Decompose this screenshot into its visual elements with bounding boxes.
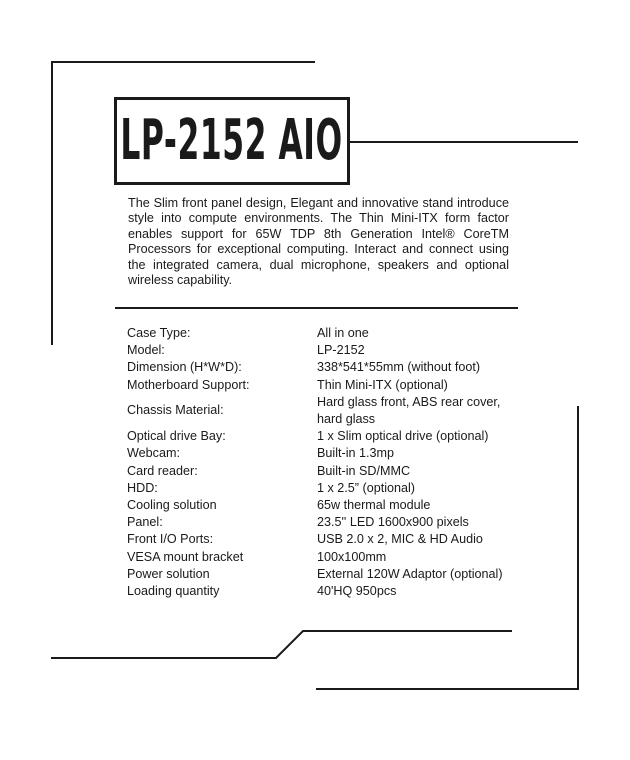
spec-row xyxy=(127,480,527,497)
spec-row xyxy=(127,549,527,566)
spec-label: Optical drive Bay: xyxy=(127,429,226,444)
spec-label: VESA mount bracket xyxy=(127,549,244,564)
spec-row xyxy=(127,463,527,480)
spec-label: Model: xyxy=(127,343,165,358)
spec-row xyxy=(127,394,527,428)
spec-label: Case Type: xyxy=(127,326,191,340)
spec-row xyxy=(127,428,527,445)
spec-value: USB 2.0 x 2, MIC & HD Audio xyxy=(317,532,483,547)
spec-label: Webcam: xyxy=(127,446,180,461)
spec-value: Built-in 1.3mp xyxy=(317,446,394,461)
spec-row xyxy=(127,445,527,462)
spec-row xyxy=(127,566,527,583)
intro-paragraph: The Slim front panel design, Elegant and innovative stand introduce style into compute environments. The Thin Mini-ITX form factor enables support for 65W TDP 8th Generation Intel® CoreTM Processors for exceptional computing. Interact and connect using the integrated camera, dual microphone, speakers and optional wireless capability. xyxy=(128,196,509,288)
spec-label: Cooling solution xyxy=(127,498,217,513)
spec-label: Motherboard Support: xyxy=(127,377,250,392)
spec-value: 1 x Slim optical drive (optional) xyxy=(317,429,489,444)
spec-value: 23.5'' LED 1600x900 pixels xyxy=(317,515,469,530)
spec-label: Card reader: xyxy=(127,463,198,478)
title-box xyxy=(114,97,350,185)
spec-row xyxy=(127,359,527,376)
spec-row xyxy=(127,497,527,514)
product-title: LP-2152 AIO xyxy=(120,108,344,173)
spec-value: External 120W Adaptor (optional) xyxy=(317,566,503,581)
spec-value: Thin Mini-ITX (optional) xyxy=(317,377,448,392)
spec-value: 65w thermal module xyxy=(317,498,431,513)
spec-value: All in one xyxy=(317,326,369,340)
spec-label: Front I/O Ports: xyxy=(127,532,214,547)
spec-value: 100x100mm xyxy=(317,549,387,564)
spec-value: 40'HQ 950pcs xyxy=(317,584,397,599)
spec-label: Panel: xyxy=(127,515,163,530)
spec-table-body xyxy=(127,325,527,600)
spec-label: HDD: xyxy=(127,480,158,495)
spec-label: Chassis Material: xyxy=(127,403,224,418)
spec-row xyxy=(127,583,527,600)
spec-value: Built-in SD/MMC xyxy=(317,463,411,478)
spec-value: 338*541*55mm (without foot) xyxy=(317,360,481,375)
spec-row xyxy=(127,325,527,342)
spec-row xyxy=(127,514,527,531)
spec-label: Dimension (H*W*D): xyxy=(127,360,242,375)
spec-table xyxy=(127,325,527,600)
spec-value: LP-2152 xyxy=(317,343,365,358)
spec-row xyxy=(127,531,527,548)
spec-label: Loading quantity xyxy=(127,584,220,599)
spec-row xyxy=(127,342,527,359)
spec-value: 1 x 2.5” (optional) xyxy=(317,480,416,495)
spec-row xyxy=(127,377,527,394)
spec-value: Hard glass front, ABS rear cover, hard glass xyxy=(317,394,501,427)
spec-label: Power solution xyxy=(127,566,210,581)
